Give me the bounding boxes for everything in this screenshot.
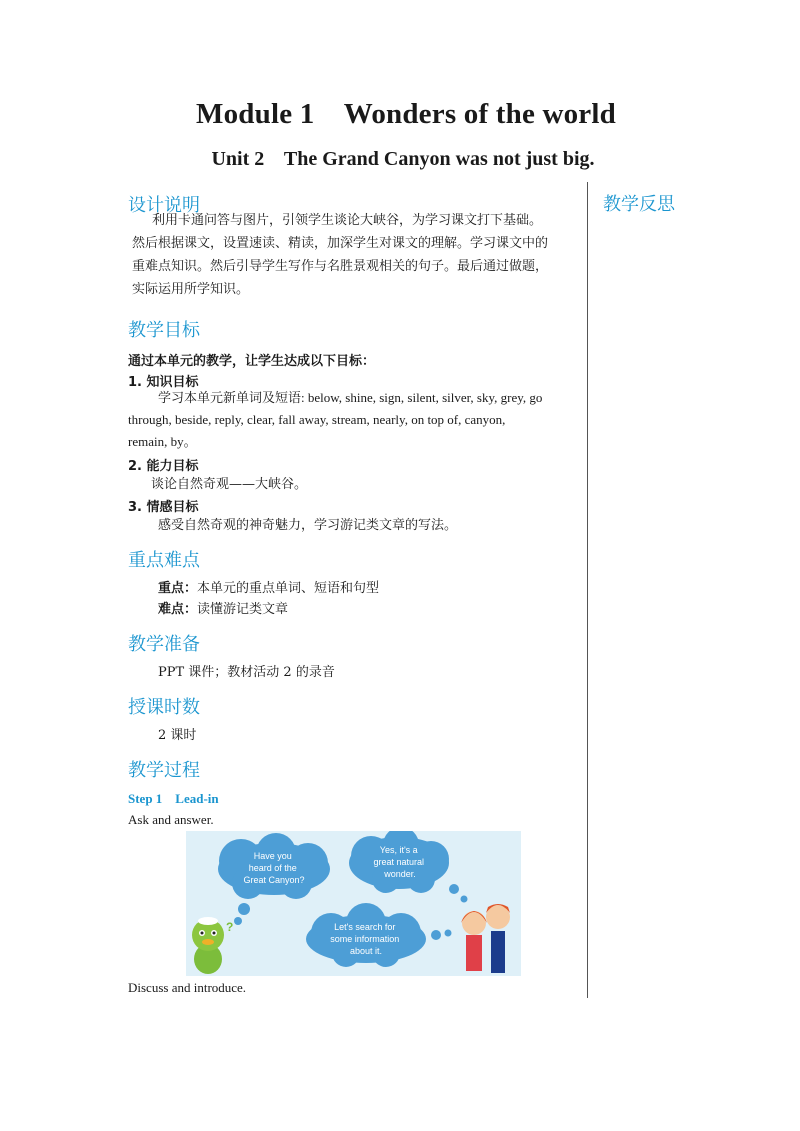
design-line-2: 然后根据课文，设置速读、精读，加深学生对课文的理解。学习课文中的 (132, 236, 549, 251)
ability-title: 2. 能力目标 (128, 459, 199, 474)
bubble3-line2: some information (330, 934, 400, 944)
key-point-label: 重点： (158, 581, 198, 596)
knowledge-line-1: 学习本单元新单词及短语: below, shine, sign, silent, silver, sky, grey, go (158, 390, 543, 405)
cartoon-illustration (186, 831, 521, 976)
process-header: 教学过程 (128, 760, 200, 781)
page-subtitle: Unit 2 The Grand Canyon was not just big. (211, 148, 595, 170)
bubble2-line3: wonder. (384, 869, 416, 879)
objectives-intro: 通过本单元的教学，让学生达成以下目标： (128, 354, 376, 369)
green-kappa-character (192, 917, 224, 974)
step-1-title: Step 1 Lead-in (128, 791, 219, 806)
knowledge-line-2: through, beside, reply, clear, fall away, stream, nearly, on top of, canyon, (128, 412, 506, 427)
bubble1-line1: Have you (253, 851, 292, 861)
design-header: 设计说明 (128, 195, 200, 216)
hours-text: 2 课时 (158, 728, 197, 743)
discuss-text: Discuss and introduce. (128, 980, 247, 995)
key-point-text: 本单元的重点单词、短语和句型 (197, 581, 380, 596)
emotion-title: 3. 情感目标 (128, 500, 199, 515)
difficulty-text: 读懂游记类文章 (197, 602, 289, 617)
design-line-1: 利用卡通问答与图片，引领学生谈论大峡谷，为学习课文打下基础。 (152, 213, 543, 228)
preparation-header: 教学准备 (128, 634, 200, 655)
bubble3-line3: about it. (349, 946, 383, 956)
ask-answer-text: Ask and answer. (128, 812, 214, 827)
knowledge-title: 1. 知识目标 (128, 375, 199, 390)
bubble2-line2: great natural (373, 857, 425, 867)
preparation-text: PPT 课件；教材活动 2 的录音 (158, 665, 335, 680)
hours-header: 授课时数 (128, 697, 200, 718)
emotion-text: 感受自然奇观的神奇魅力，学习游记类文章的写法。 (158, 518, 458, 533)
difficulty-label: 难点： (158, 602, 198, 617)
objectives-header: 教学目标 (128, 320, 200, 341)
ability-text: 谈论自然奇观——大峡谷。 (151, 477, 308, 492)
key-points-header: 重点难点 (128, 550, 200, 571)
design-line-4: 实际运用所学知识。 (132, 282, 250, 297)
question-mark: ? (226, 920, 234, 934)
knowledge-line-3: remain, by。 (128, 434, 197, 449)
bubble1-line3: Great Canyon? (243, 875, 305, 885)
bubble1-line2: heard of the (248, 863, 297, 873)
page-title: Module 1 Wonders of the world (196, 98, 616, 130)
bubble2-line1: Yes, it's a (379, 845, 418, 855)
reflection-header: 教学反思 (603, 194, 675, 215)
bubble3-line1: Let's search for (334, 922, 396, 932)
design-line-3: 重难点知识。然后引导学生写作与名胜景观相关的句子。最后通过做题， (132, 259, 549, 274)
column-divider (587, 182, 588, 998)
key-point-row (158, 578, 379, 600)
difficulty-row (158, 599, 288, 621)
